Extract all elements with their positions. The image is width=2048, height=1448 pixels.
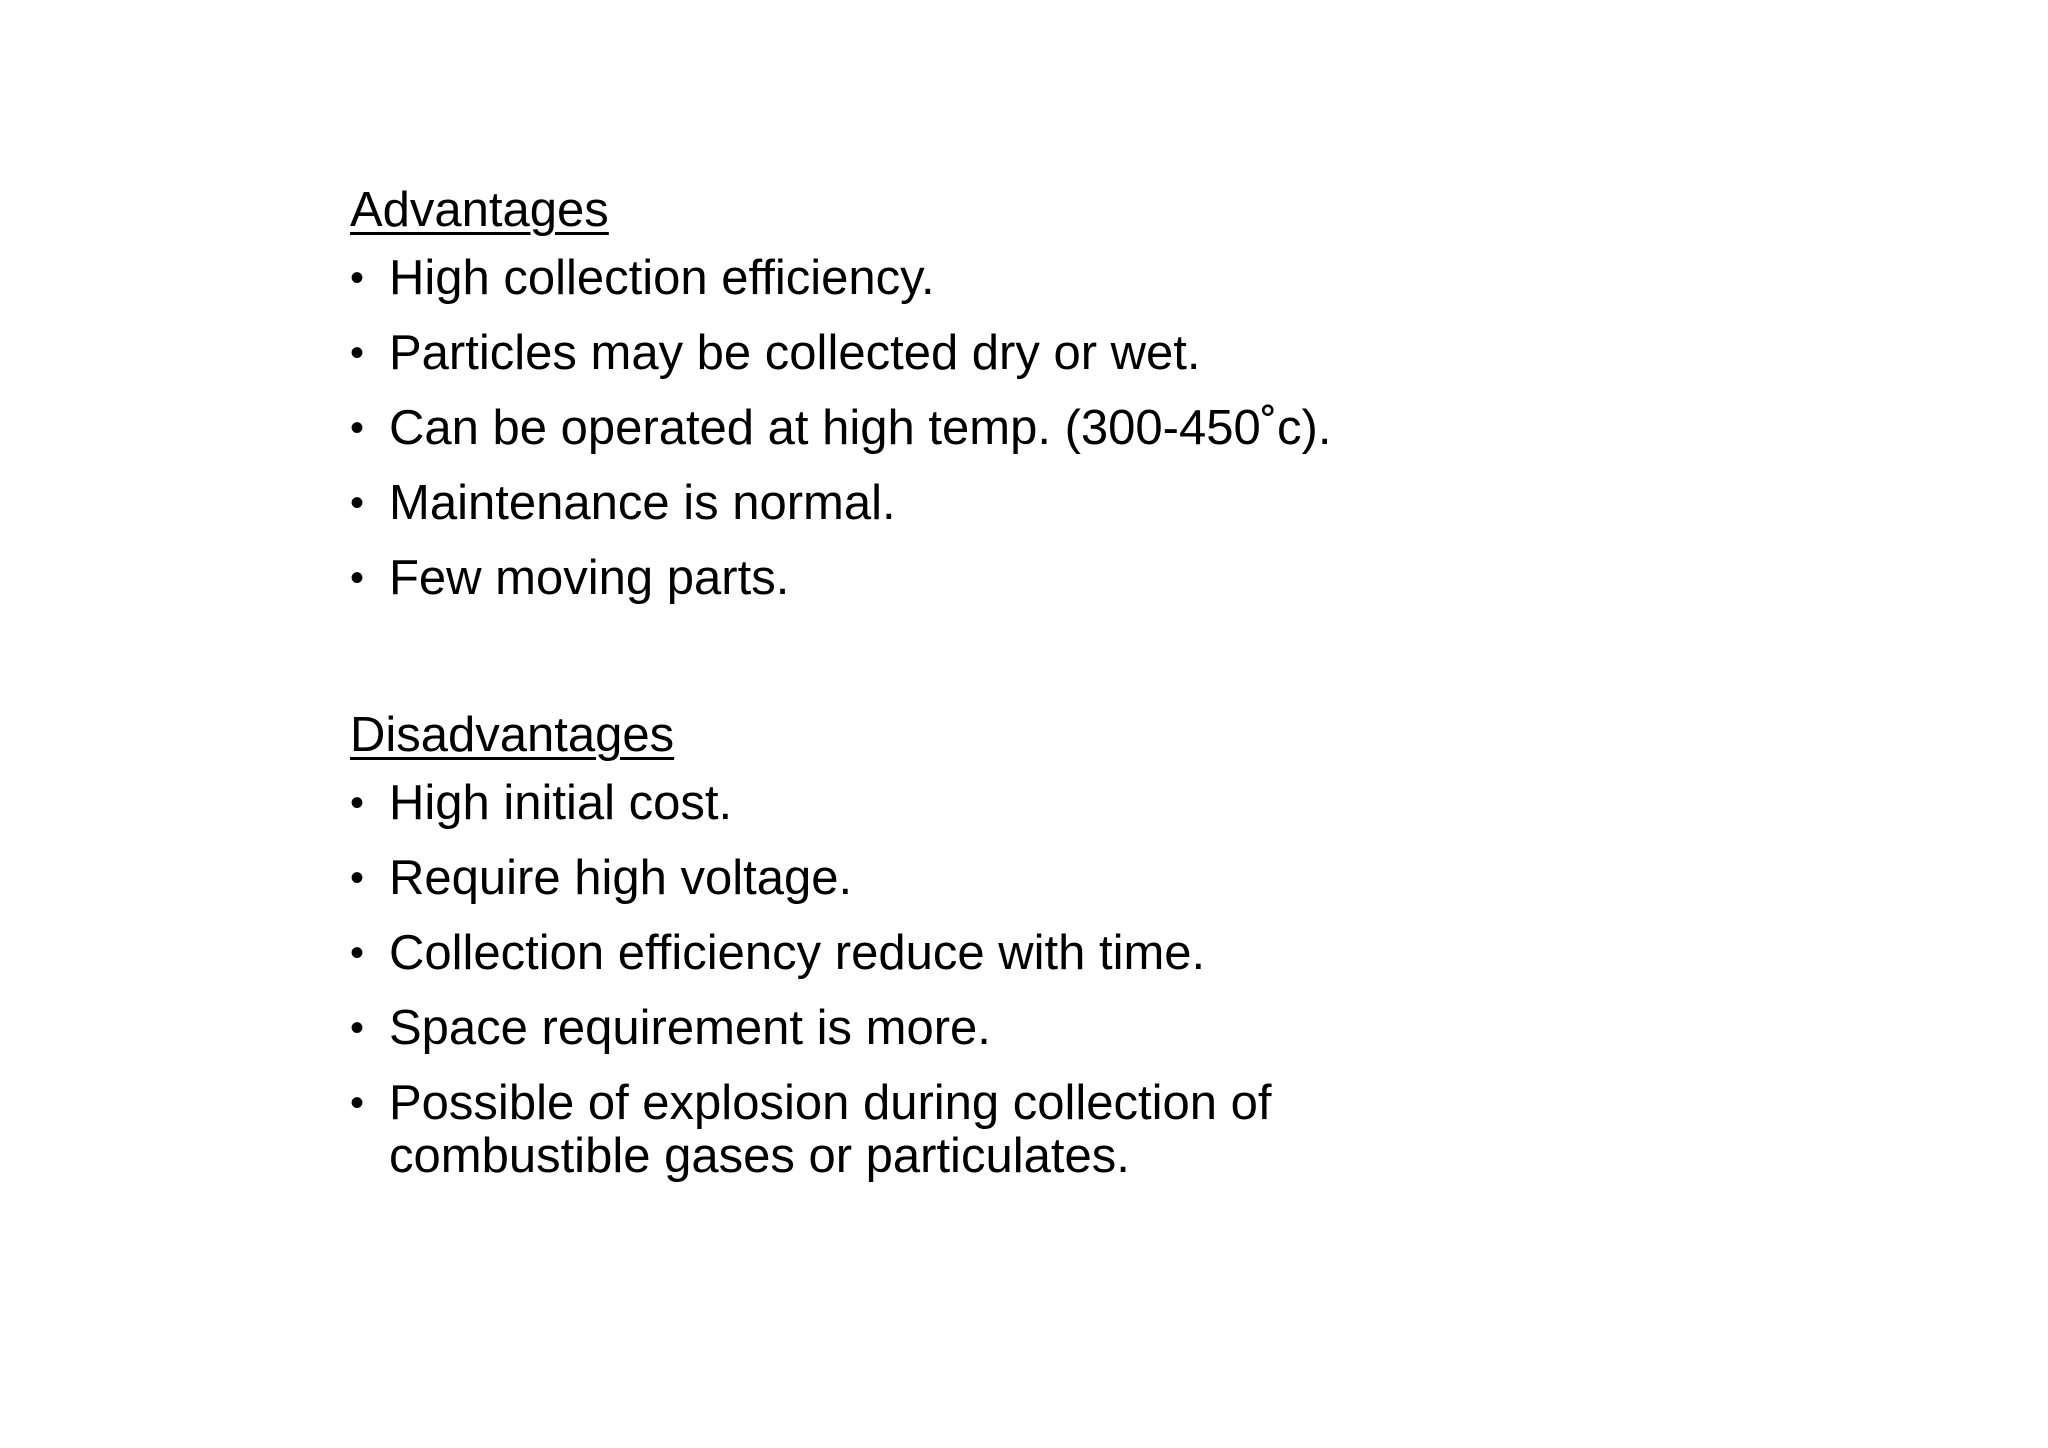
- bullet-icon: •: [350, 331, 365, 375]
- bullet-icon: •: [350, 556, 365, 600]
- bullet-icon: •: [350, 1006, 365, 1050]
- list-item: • Can be operated at high temp. (300-450˚c).: [350, 401, 1332, 455]
- advantages-heading: Advantages: [350, 183, 609, 237]
- bullet-icon: •: [350, 481, 365, 525]
- bullet-icon: •: [350, 856, 365, 900]
- advantages-list: [350, 252, 1650, 605]
- list-item: • Few moving parts.: [350, 551, 790, 605]
- list-item: • Require high voltage.: [350, 851, 853, 905]
- list-item: • Space requirement is more.: [350, 1001, 991, 1055]
- bullet-icon: •: [350, 256, 365, 300]
- disadvantages-list: [350, 777, 1650, 1183]
- list-item: • Possible of explosion during collection of combustible gases or particulates.: [350, 1076, 1272, 1183]
- bullet-icon: •: [350, 406, 365, 450]
- bullet-icon: •: [350, 1081, 365, 1125]
- bullet-icon: •: [350, 781, 365, 825]
- list-item: • Maintenance is normal.: [350, 476, 896, 530]
- disadvantages-section: [350, 705, 1650, 1205]
- bullet-icon: •: [350, 931, 365, 975]
- list-item: • Particles may be collected dry or wet.: [350, 326, 1201, 380]
- list-item: • High initial cost.: [350, 776, 733, 830]
- list-item: • High collection efficiency.: [350, 251, 935, 305]
- disadvantages-heading: Disadvantages: [350, 708, 675, 762]
- advantages-section: [350, 180, 1650, 627]
- list-item: • Collection efficiency reduce with time.: [350, 926, 1206, 980]
